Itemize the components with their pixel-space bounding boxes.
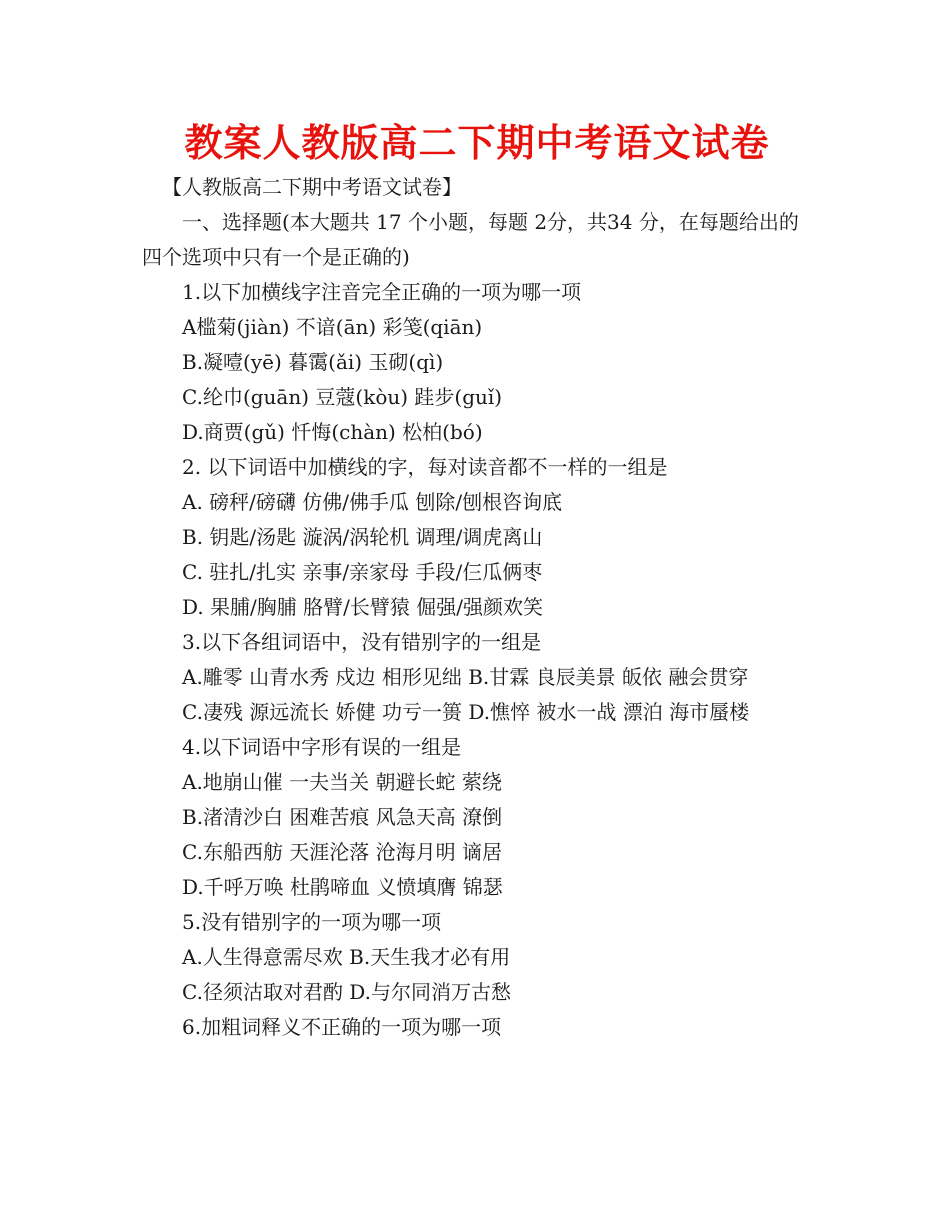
question-stem: 6.加粗词释义不正确的一项为哪一项 [182,1015,502,1039]
question-stem: 4.以下词语中字形有误的一组是 [182,735,462,759]
question-option: C.东船西舫 天涯沦落 沧海月明 谪居 [182,840,503,864]
question-option: C.纶巾(guān) 豆蔻(kòu) 跬步(guǐ) [182,385,503,409]
question-option: B. 钥匙/汤匙 漩涡/涡轮机 调理/调虎离山 [182,525,543,549]
question-option: A. 磅秤/磅礴 仿佛/佛手瓜 刨除/刨根咨询底 [182,490,563,514]
question-stem: 2. 以下词语中加横线的字，每对读音都不一样的一组是 [182,455,668,479]
question-option: A槛菊(jiàn) 不谙(ān) 彩笺(qiān) [182,315,483,339]
question-option: A.雕零 山青水秀 戍边 相形见绌 B.甘霖 良辰美景 皈依 融会贯穿 [182,665,749,689]
question-option: C.凄残 源远流长 娇健 功亏一篑 D.憔悴 被水一战 漂泊 海市蜃楼 [182,700,750,724]
section-intro: 一、选择题(本大题共 17 个小题，每题 2分，共34 分，在每题给出的四个选项中只有一个是正确的) [142,210,799,269]
question-option: C. 驻扎/扎实 亲事/亲家母 手段/仨瓜俩枣 [182,560,543,584]
document-body [142,170,812,1045]
question-stem: 5.没有错别字的一项为哪一项 [182,910,442,934]
question-option: B.渚清沙白 困难苦痕 风急天高 潦倒 [182,805,503,829]
question-option: A.地崩山催 一夫当关 朝避长蛇 萦绕 [182,770,502,794]
question-stem: 3.以下各组词语中，没有错别字的一组是 [182,630,542,654]
document-subtitle: 【人教版高二下期中考语文试卷】 [162,175,462,199]
question-option: B.凝噎(yē) 暮霭(ǎi) 玉砌(qì) [182,350,444,374]
page-title: 教案人教版高二下期中考语文试卷 [184,121,770,165]
question-option: D.商贾(gǔ) 忏悔(chàn) 松柏(bó) [182,420,483,444]
question-option: D.千呼万唤 杜鹃啼血 义愤填膺 锦瑟 [182,875,503,899]
question-option: A.人生得意需尽欢 B.天生我才必有用 [182,945,511,969]
question-option: C.径须沽取对君酌 D.与尔同消万古愁 [182,980,511,1004]
question-option: D. 果脯/胸脯 胳臂/长臂猿 倔强/强颜欢笑 [182,595,543,619]
question-stem: 1.以下加横线字注音完全正确的一项为哪一项 [182,280,582,304]
